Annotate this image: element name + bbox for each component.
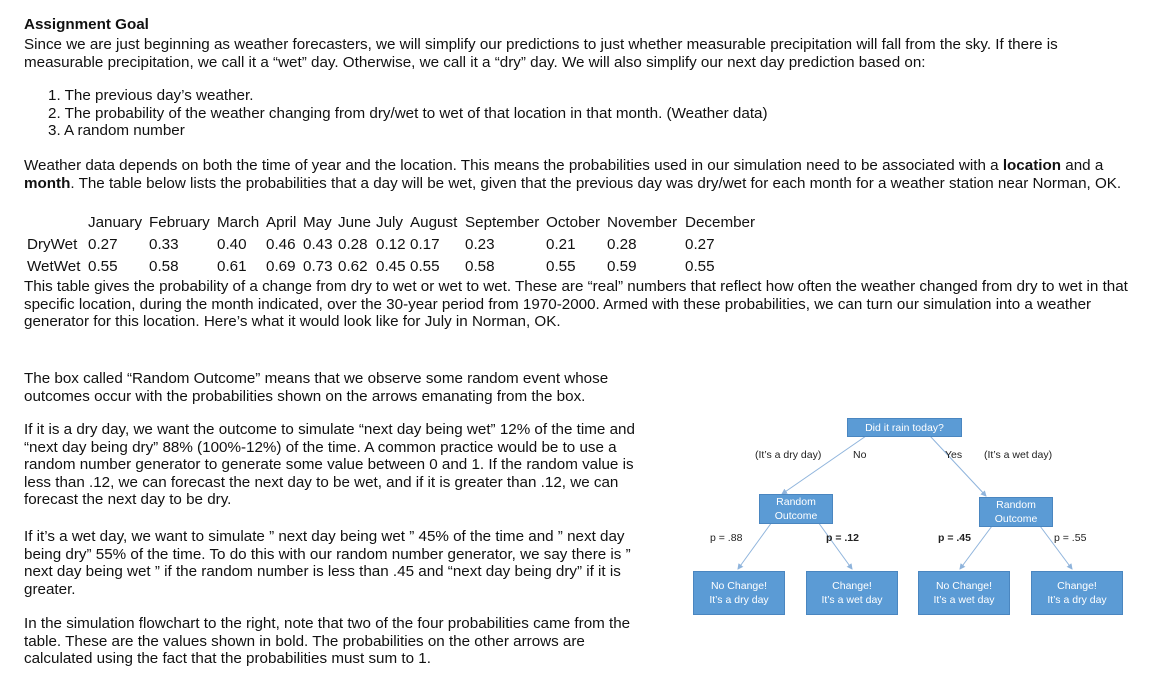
wet-day-paragraph: If it’s a wet day, we want to simulate ” next day being wet ” 45% of the time and ” next day being dry” 55% of the time. To do this with our random number generator, we say there is ” next day being wet ” if the random number is less than .45 and “next day being dry” if it is greater. xyxy=(24,528,631,598)
table-cell: 0.55 xyxy=(685,258,715,275)
month-header: October xyxy=(546,214,601,231)
table-explanation-paragraph: This table gives the probability of a change from dry to wet or wet to wet. These are “real” numbers that reflect how often the weather changed from dry to wet in that specific location, during the month indicated, over the 30-year period from 1970-2000. Armed with these probabilities, we can turn our simulation into a weather generator for this location. Here’s what it would look like for July in Norman, OK. xyxy=(24,278,1128,331)
table-cell: 0.28 xyxy=(607,236,637,253)
arrow-root-left xyxy=(782,436,866,494)
dry-day-label: (It’s a dry day) xyxy=(755,449,822,461)
table-cell: 0.27 xyxy=(685,236,715,253)
leaf-title: Change! xyxy=(832,580,872,592)
row-label-drywet: DryWet xyxy=(27,236,78,253)
did-it-rain-box: Did it rain today? xyxy=(847,418,962,437)
step-item: 2. The probability of the weather changing from dry/wet to wet of that location in that month. (Weather data) xyxy=(48,104,768,122)
step-item: 1. The previous day’s weather. xyxy=(48,87,254,104)
arrow-left-inner xyxy=(818,522,852,569)
leaf-title: Change! xyxy=(1057,580,1097,592)
month-header: March xyxy=(217,214,260,231)
p-left-inner-label: p = .12 xyxy=(826,532,859,544)
assignment-goal-heading: Assignment Goal xyxy=(24,16,149,33)
table-cell: 0.58 xyxy=(465,258,495,275)
month-bold: month xyxy=(24,174,71,192)
table-cell: 0.27 xyxy=(88,236,118,253)
random-outcome-left-box: Random Outcome xyxy=(759,494,833,524)
random-outcome-paragraph: The box called “Random Outcome” means that we observe some random event whose outcomes occur with the probabilities shown on the arrows emanating from the box. xyxy=(24,370,609,405)
month-header: June xyxy=(338,214,371,231)
table-cell: 0.12 xyxy=(376,236,406,253)
row-label-wetwet: WetWet xyxy=(27,258,81,275)
leaf-subtitle: It’s a wet day xyxy=(821,594,883,606)
table-cell: 0.58 xyxy=(149,258,179,275)
leaf-no-change-wet-box xyxy=(918,571,1010,615)
p-left-outer-label: p = .88 xyxy=(710,532,743,544)
month-header: November xyxy=(607,214,678,231)
table-cell: 0.46 xyxy=(266,236,296,253)
steps-list xyxy=(48,87,768,140)
simulation-flowchart xyxy=(690,412,1132,624)
table-cell: 0.43 xyxy=(303,236,333,253)
table-cell: 0.55 xyxy=(546,258,576,275)
table-cell: 0.23 xyxy=(465,236,495,253)
step-item: 3. A random number xyxy=(48,122,185,140)
leaf-title: No Change! xyxy=(935,580,993,592)
dry-day-paragraph: If it is a dry day, we want the outcome to simulate “next day being wet” 12% of the time and “next day being dry” 88% (100%-12%) of the time. A common practice would be to use a random number generator to generate some value between 0 and 1. If the random value is less than .12, we can forecast the next day to be wet, and if it is greater than .12, we can forecast the next day to be dry. xyxy=(24,421,635,509)
table-cell: 0.55 xyxy=(88,258,118,275)
wet-day-label: (It’s a wet day) xyxy=(984,449,1053,461)
intro-paragraph: Since we are just beginning as weather forecasters, we will simplify our predictions to just whether measurable precipitation will fall from the sky. If there is measurable precipitation, we call it a “wet” day. Otherwise, we call it a “dry” day. We will also simplify our next day prediction based on: xyxy=(24,36,1058,71)
table-cell: 0.33 xyxy=(149,236,179,253)
table-cell: 0.21 xyxy=(546,236,576,253)
month-header: February xyxy=(149,214,210,231)
table-cell: 0.28 xyxy=(338,236,368,253)
p-right-inner-label: p = .45 xyxy=(938,532,971,544)
month-header: May xyxy=(303,214,332,231)
leaf-no-change-dry-box xyxy=(693,571,785,615)
table-cell: 0.69 xyxy=(266,258,296,275)
table-cell: 0.17 xyxy=(410,236,440,253)
leaf-change-wet-box xyxy=(806,571,898,615)
table-cell: 0.59 xyxy=(607,258,637,275)
leaf-subtitle: It’s a dry day xyxy=(709,594,769,606)
leaf-title: No Change! xyxy=(710,580,768,592)
table-cell: 0.61 xyxy=(217,258,247,275)
weather-data-paragraph: Weather data depends on both the time of year and the location. This means the probabilities used in our simulation need to be associated with a location and a month. The table below lists the probabilities that a day will be wet, given that the previous day was dry/wet for each month for a weather station near Norman, OK. xyxy=(24,157,1122,192)
yes-label: Yes xyxy=(945,449,963,461)
table-cell: 0.55 xyxy=(410,258,440,275)
leaf-change-dry-box xyxy=(1031,571,1123,615)
leaf-subtitle: It’s a dry day xyxy=(1047,594,1107,606)
month-header: January xyxy=(88,214,143,231)
random-outcome-right-box: Random Outcome xyxy=(979,497,1053,527)
month-header: August xyxy=(410,214,458,231)
p-right-outer-label: p = .55 xyxy=(1054,532,1087,544)
flowchart-note-paragraph: In the simulation flowchart to the right, note that two of the four probabilities came from the table. These are the values shown in bold. The probabilities on the other arrows are calculated using the fact that the probabilities must sum to 1. xyxy=(24,615,631,668)
table-cell: 0.45 xyxy=(376,258,406,275)
arrow-root-right xyxy=(930,436,986,496)
table-cell: 0.40 xyxy=(217,236,247,253)
month-header: April xyxy=(266,214,297,231)
month-header: July xyxy=(376,214,404,231)
arrow-left-outer xyxy=(738,522,772,569)
leaf-subtitle: It’s a wet day xyxy=(933,594,995,606)
table-cell: 0.62 xyxy=(338,258,368,275)
no-label: No xyxy=(853,449,867,461)
location-bold: location xyxy=(1002,157,1062,174)
table-cell: 0.73 xyxy=(303,258,333,275)
month-header: September xyxy=(465,214,540,231)
month-header: December xyxy=(685,214,756,231)
